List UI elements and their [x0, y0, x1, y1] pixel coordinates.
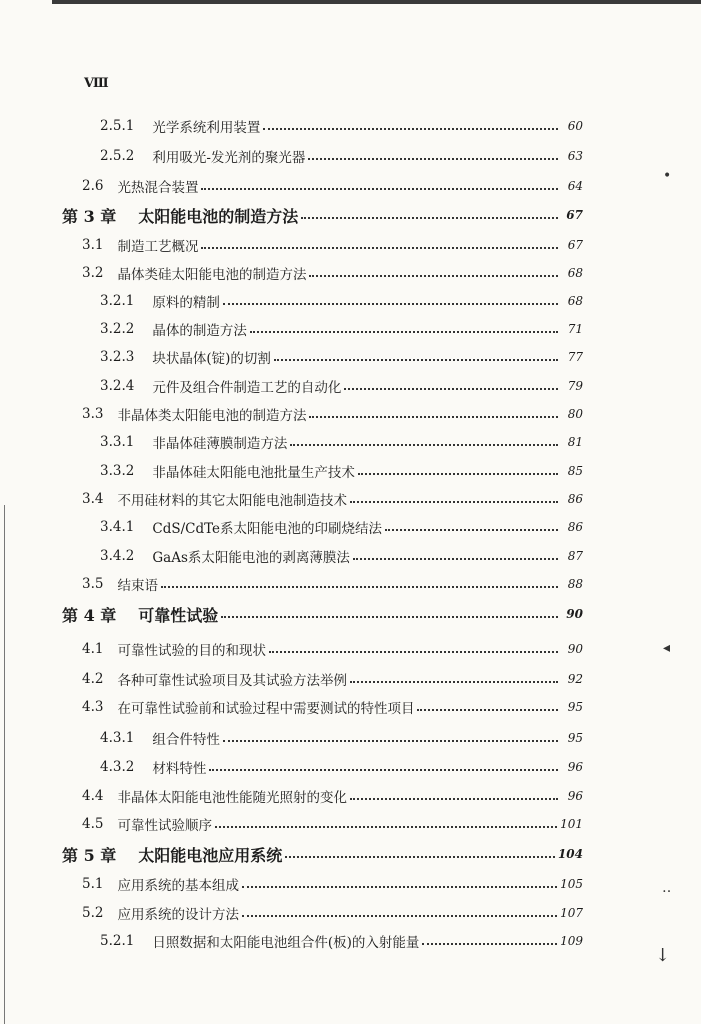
toc-entry: [100, 460, 583, 482]
toc-entry: [100, 346, 583, 368]
toc-entry: [100, 290, 583, 312]
toc-number: 3.4: [82, 491, 104, 507]
toc-number: 3.4.1: [100, 519, 135, 535]
toc-number: 第 3 章: [62, 206, 117, 226]
toc-number: 4.2: [82, 671, 104, 687]
toc-leader-dots: [350, 501, 558, 503]
toc-number: 5.2.1: [100, 933, 135, 949]
toc-entry: [82, 813, 583, 835]
toc-number: 3.2.3: [100, 349, 135, 365]
toc-title: 光热混合装置: [117, 180, 199, 196]
toc-number: 4.5: [82, 816, 104, 832]
toc-number: 3.2: [82, 265, 104, 281]
toc-leader-dots: [309, 416, 558, 418]
toc-number: 3.3: [82, 406, 104, 422]
toc-page-number: 67: [566, 208, 583, 222]
toc-title: 太阳能电池应用系统: [138, 845, 283, 865]
toc-title: GaAs系太阳能电池的剥离薄膜法: [152, 550, 350, 566]
toc-page-number: 68: [567, 294, 583, 308]
toc-number: 2.5.1: [100, 118, 135, 134]
toc-number: 4.3: [82, 699, 104, 715]
toc-page-number: 86: [567, 492, 583, 506]
toc-title: 可靠性试验顺序: [117, 818, 212, 834]
toc-entry: [100, 756, 583, 778]
toc-number: 3.3.1: [100, 434, 135, 450]
toc-page-number: 87: [567, 549, 583, 563]
toc-number: 3.2.2: [100, 321, 135, 337]
toc-entry: [82, 403, 583, 425]
toc-leader-dots: [290, 444, 558, 446]
toc-page-number: 71: [567, 322, 583, 336]
toc-entry: [62, 204, 583, 226]
toc-entry: [82, 638, 583, 660]
toc-page-number: 88: [567, 577, 583, 591]
toc-entry: [82, 902, 583, 924]
toc-entry: [100, 545, 583, 567]
toc-title: 在可靠性试验前和试验过程中需要测试的特性项目: [117, 701, 415, 717]
toc-title: 材料特性: [152, 761, 207, 777]
toc-number: 4.1: [82, 641, 104, 657]
toc-entry: [82, 175, 583, 197]
toc-leader-dots: [358, 473, 558, 475]
toc-page-number: 95: [567, 731, 583, 745]
toc-page-number: 81: [567, 435, 583, 449]
toc-title: 太阳能电池的制造方法: [138, 206, 299, 226]
toc-page-number: 64: [567, 179, 583, 193]
toc-entry: [62, 603, 583, 625]
toc-leader-dots: [308, 158, 558, 160]
toc-page-number: 85: [567, 464, 583, 478]
toc-entry: [82, 488, 583, 510]
toc-number: 4.3.1: [100, 730, 135, 746]
toc-title: 非晶体硅薄膜制造方法: [152, 436, 288, 452]
toc-title: 晶体类硅太阳能电池的制造方法: [117, 267, 307, 283]
toc-number: 2.6: [82, 178, 104, 194]
toc-leader-dots: [285, 856, 555, 858]
toc-page-number: 92: [567, 672, 583, 686]
toc-page-number: 80: [567, 407, 583, 421]
toc-entry: [62, 843, 583, 865]
toc-entry: [100, 115, 583, 137]
toc-title: 原料的精制: [152, 295, 220, 311]
toc-page-number: 107: [560, 906, 583, 920]
toc-entry: [100, 727, 583, 749]
toc-leader-dots: [353, 558, 558, 560]
toc-number: 3.1: [82, 237, 104, 253]
toc-entry: [100, 431, 583, 453]
toc-page-number: 79: [567, 379, 583, 393]
toc-page-number: 109: [560, 934, 583, 948]
toc-number: 3.2.1: [100, 293, 135, 309]
toc-page-number: 60: [567, 119, 583, 133]
toc-page-number: 86: [567, 520, 583, 534]
toc-page-number: 104: [557, 847, 583, 861]
toc-leader-dots: [301, 217, 558, 219]
top-rule: [52, 0, 701, 4]
toc-leader-dots: [344, 388, 558, 390]
toc-title: 非晶体硅太阳能电池批量生产技术: [152, 465, 355, 481]
scan-speck: ◂: [663, 640, 671, 656]
toc-page-number: 96: [567, 789, 583, 803]
toc-leader-dots: [309, 275, 558, 277]
toc-entry: [100, 930, 583, 952]
toc-leader-dots: [221, 616, 558, 618]
toc-title: 块状晶体(锭)的切割: [152, 351, 271, 367]
toc-title: 晶体的制造方法: [152, 323, 247, 339]
toc-leader-dots: [201, 188, 558, 190]
toc-entry: [82, 696, 583, 718]
toc-leader-dots: [417, 709, 558, 711]
toc-entry: [100, 516, 583, 538]
toc-leader-dots: [242, 886, 557, 888]
toc-page-number: 68: [567, 266, 583, 280]
toc-title: 制造工艺概况: [117, 239, 199, 255]
toc-number: 5.1: [82, 876, 104, 892]
toc-page-number: 90: [567, 642, 583, 656]
toc-leader-dots: [385, 529, 558, 531]
toc-leader-dots: [250, 331, 558, 333]
toc-leader-dots: [209, 769, 558, 771]
toc-page-number: 90: [566, 607, 583, 621]
toc-number: 2.5.2: [100, 148, 135, 164]
toc-title: CdS/CdTe系太阳能电池的印刷烧结法: [152, 521, 383, 537]
toc-number: 3.5: [82, 576, 104, 592]
toc-entry: [82, 873, 583, 895]
scan-speck: •: [663, 168, 672, 184]
toc-leader-dots: [263, 128, 558, 130]
toc-title: 元件及组合件制造工艺的自动化: [152, 380, 342, 396]
binding-edge-line: [4, 505, 5, 1024]
toc-title: 可靠性试验: [138, 605, 219, 625]
toc-leader-dots: [223, 740, 558, 742]
toc-page-number: 101: [560, 817, 583, 831]
toc-leader-dots: [242, 915, 557, 917]
toc-leader-dots: [223, 303, 558, 305]
toc-page-number: 96: [567, 760, 583, 774]
toc-title: 结束语: [117, 578, 158, 594]
toc-title: 利用吸光-发光剂的聚光器: [152, 150, 306, 166]
toc-number: 4.4: [82, 788, 104, 804]
toc-leader-dots: [269, 651, 558, 653]
scan-speck: ‥: [662, 880, 672, 896]
toc-title: 日照数据和太阳能电池组合件(板)的入射能量: [152, 935, 420, 951]
toc-page-number: 105: [560, 877, 583, 891]
toc-leader-dots: [350, 681, 558, 683]
toc-entry: [82, 785, 583, 807]
toc-leader-dots: [350, 798, 558, 800]
toc-leader-dots: [161, 586, 558, 588]
toc-title: 非晶体太阳能电池性能随光照射的变化: [117, 790, 347, 806]
toc-entry: [100, 145, 583, 167]
toc-title: 应用系统的设计方法: [117, 907, 239, 923]
toc-leader-dots: [201, 247, 558, 249]
toc-number: 第 5 章: [62, 845, 117, 865]
toc-title: 可靠性试验的目的和现状: [117, 643, 266, 659]
toc-title: 光学系统利用装置: [152, 120, 261, 136]
toc-entry: [82, 573, 583, 595]
toc-page-number: 95: [567, 700, 583, 714]
toc-page-number: 67: [567, 238, 583, 252]
page-marker: Ⅷ: [84, 76, 109, 91]
toc-page-number: 63: [567, 149, 583, 163]
toc-entry: [82, 262, 583, 284]
toc-entry: [100, 318, 583, 340]
toc-leader-dots: [215, 826, 557, 828]
toc-number: 3.3.2: [100, 463, 135, 479]
toc-entry: [82, 234, 583, 256]
scan-arrow-mark: ↓: [655, 945, 671, 966]
toc-title: 应用系统的基本组成: [117, 878, 239, 894]
toc-title: 不用硅材料的其它太阳能电池制造技术: [117, 493, 347, 509]
toc-number: 3.2.4: [100, 378, 135, 394]
toc-page-number: 77: [567, 350, 583, 364]
toc-entry: [100, 375, 583, 397]
toc-leader-dots: [274, 359, 558, 361]
toc-entry: [82, 668, 583, 690]
toc-title: 组合件特性: [152, 732, 220, 748]
toc-number: 第 4 章: [62, 605, 117, 625]
toc-number: 4.3.2: [100, 759, 135, 775]
toc-title: 非晶体类太阳能电池的制造方法: [117, 408, 307, 424]
toc-number: 5.2: [82, 905, 104, 921]
toc-title: 各种可靠性试验项目及其试验方法举例: [117, 673, 347, 689]
toc-number: 3.4.2: [100, 548, 135, 564]
toc-leader-dots: [422, 943, 557, 945]
